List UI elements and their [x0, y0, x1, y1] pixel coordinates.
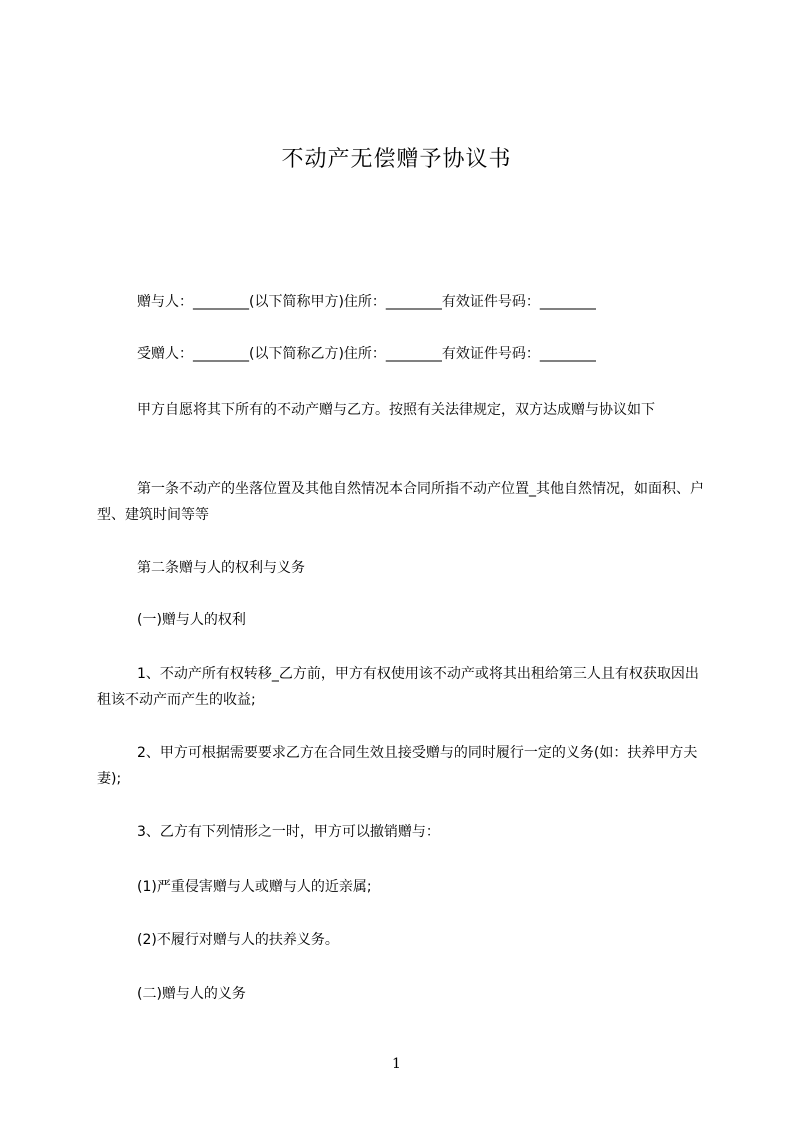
paragraph-donor-info: 赠与人：________(以下简称甲方)住所：________有效证件号码：________ — [137, 294, 596, 310]
document-title: 不动产无偿赠予协议书 — [281, 147, 512, 172]
paragraph-donor-obligations-heading: (二)赠与人的义务 — [137, 986, 246, 1002]
paragraph-right-3: 3、乙方有下列情形之一时，甲方可以撤销赠与： — [137, 824, 440, 840]
paragraph-right-1: 1、不动产所有权转移_乙方前，甲方有权使用该不动产或将其出租给第三人且有权获取因出租该不动产而产生的收益; — [97, 666, 699, 708]
paragraph-article-1: 第一条不动产的坐落位置及其他自然情况本合同所指不动产位置_其他自然情况，如面积、户型、建筑时间等等 — [97, 481, 704, 523]
page-number: 1 — [392, 1056, 401, 1072]
paragraph-article-2-heading: 第二条赠与人的权利与义务 — [137, 560, 305, 576]
paragraph-intro: 甲方自愿将其下所有的不动产赠与乙方。按照有关法律规定，双方达成赠与协议如下 — [137, 402, 655, 418]
paragraph-donor-rights-heading: (一)赠与人的权利 — [137, 612, 246, 628]
paragraph-right-3-item-1: (1)严重侵害赠与人或赠与人的近亲属; — [137, 879, 372, 895]
paragraph-right-3-item-2: (2)不履行对赠与人的扶养义务。 — [137, 932, 339, 948]
paragraph-right-2: 2、甲方可根据需要要求乙方在合同生效且接受赠与的同时履行一定的义务(如：扶养甲方夫妻); — [97, 745, 698, 787]
paragraph-donee-info: 受赠人：________(以下简称乙方)住所：________有效证件号码：________ — [137, 346, 596, 362]
